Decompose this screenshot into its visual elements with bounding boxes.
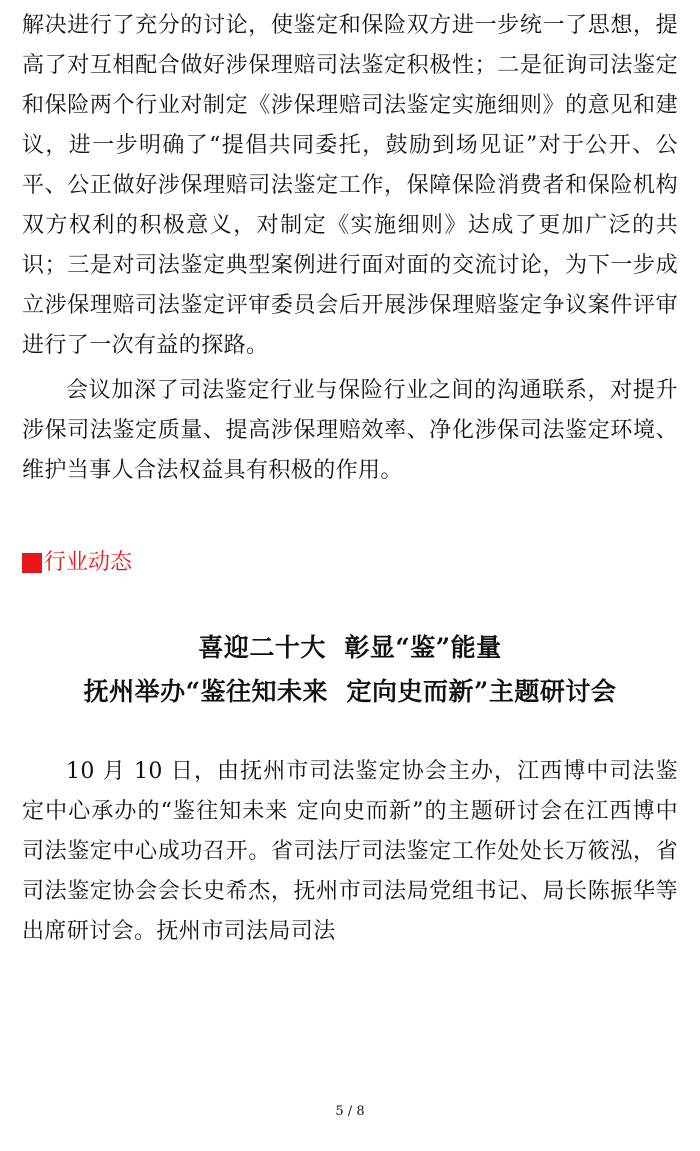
article-title-line-1: 喜迎二十大 彰显“鉴”能量 [198,633,502,662]
continuation-paragraph: 解决进行了充分的讨论，使鉴定和保险双方进一步统一了思想，提高了对互相配合做好涉保理赔司法鉴定积极性；二是征询司法鉴定和保险两个行业对制定《涉保理赔司法鉴定实施细则》的意见和建议，进一步明确了“提倡共同委托，鼓励到场见证”对于公开、公平、公正做好涉保理赔司法鉴定工作，保障保险消费者和保险机构双方权利的积极意义，对制定《实施细则》达成了更加广泛的共识；三是对司法鉴定典型案例进行面对面的交流讨论，为下一步成立涉保理赔司法鉴定评审委员会后开展涉保理赔鉴定争议案件评审进行了一次有益的探路。 [22,13,678,358]
meeting-summary-paragraph: 会议加深了司法鉴定行业与保险行业之间的沟通联系，对提升涉保司法鉴定质量、提高涉保理赔效率、净化涉保司法鉴定环境、维护当事人合法权益具有积极的作用。 [22,378,678,483]
page-number: 5 / 8 [335,1104,365,1119]
article-title [22,626,678,714]
section-heading-label: 行业动态 [44,550,133,575]
section-heading [22,547,678,579]
document-page [22,6,678,952]
article-paragraph: 10 月 10 日，由抚州市司法鉴定协会主办，江西博中司法鉴定中心承办的“鉴往知未来 定向史而新”的主题研讨会在江西博中司法鉴定中心成功召开。省司法厅司法鉴定工作处处长万筱泓，省司法鉴定协会会长史希杰，抚州市司法局党组书记、局长陈振华等出席研讨会。抚州市司法局司法 [22,759,678,944]
red-square-icon [22,553,42,573]
article-body [22,752,678,952]
article-title-line-2: 抚州举办“鉴往知未来 定向史而新”主题研讨会 [83,677,617,706]
